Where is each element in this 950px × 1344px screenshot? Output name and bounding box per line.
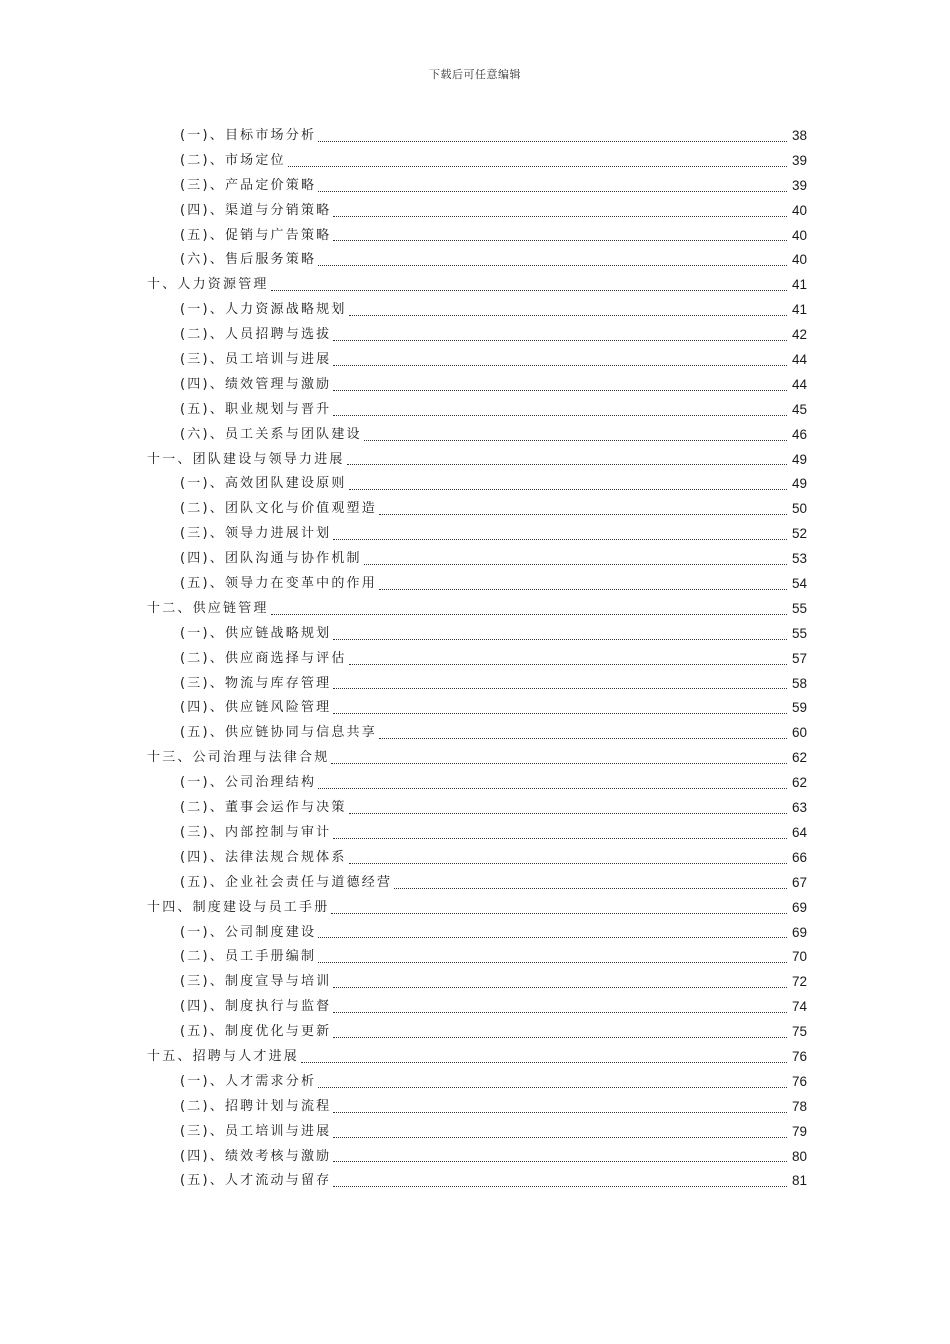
toc-entry-title: (五)、领导力在变革中的作用: [180, 576, 377, 592]
toc-entry-title: (六)、售后服务策略: [180, 252, 317, 268]
toc-chapter-entry[interactable]: [147, 1045, 807, 1070]
toc-dot-leader: [286, 149, 789, 174]
toc-dot-leader: [316, 248, 789, 273]
toc-chapter-entry[interactable]: [147, 896, 807, 921]
toc-section-entry[interactable]: [180, 1070, 807, 1095]
toc-entry-title: (二)、员工手册编制: [180, 949, 317, 965]
toc-dot-leader: [316, 1070, 789, 1095]
toc-dot-leader: [331, 323, 789, 348]
toc-entry-title: (三)、产品定价策略: [180, 177, 317, 193]
toc-section-entry[interactable]: [180, 423, 807, 448]
toc-entry-title: 十五、招聘与人才进展: [147, 1048, 300, 1064]
toc-section-entry[interactable]: [180, 497, 807, 522]
page-header: 下载后可任意编辑: [429, 68, 521, 81]
toc-dot-leader: [347, 472, 789, 497]
toc-entry-title: (五)、人才流动与留存: [180, 1173, 332, 1189]
toc-page-number: 59: [791, 700, 807, 716]
toc-dot-leader: [362, 547, 789, 572]
toc-entry-title: (二)、人员招聘与选拔: [180, 327, 332, 343]
toc-page-number: 38: [791, 128, 807, 143]
toc-entry-title: (四)、绩效管理与激励: [180, 376, 332, 392]
toc-section-entry[interactable]: [180, 1145, 807, 1170]
toc-page-number: 41: [791, 277, 807, 293]
toc-entry-title: (五)、企业社会责任与道德经营: [180, 874, 393, 890]
toc-dot-leader: [316, 771, 789, 796]
toc-entry-title: (四)、制度执行与监督: [180, 999, 332, 1015]
toc-page-number: 64: [791, 824, 807, 840]
toc-entry-title: 十、人力资源管理: [147, 277, 269, 293]
toc-page-number: 45: [791, 401, 807, 417]
toc-dot-leader: [269, 597, 789, 622]
toc-section-entry[interactable]: [180, 995, 807, 1020]
toc-dot-leader: [331, 1169, 789, 1194]
toc-section-entry[interactable]: [180, 1020, 807, 1045]
toc-page-number: 80: [791, 1148, 807, 1164]
toc-page-number: 39: [791, 152, 807, 168]
toc-page-number: 72: [791, 974, 807, 990]
toc-entry-title: (三)、制度宣导与培训: [180, 974, 332, 990]
toc-dot-leader: [331, 224, 789, 249]
toc-section-entry[interactable]: [180, 124, 807, 149]
toc-entry-title: (五)、促销与广告策略: [180, 227, 332, 243]
toc-dot-leader: [377, 721, 789, 746]
toc-dot-leader: [329, 896, 789, 921]
toc-section-entry[interactable]: [180, 1120, 807, 1145]
toc-section-entry[interactable]: [180, 199, 807, 224]
toc-entry-title: (五)、供应链协同与信息共享: [180, 725, 377, 741]
toc-section-entry[interactable]: [180, 921, 807, 946]
toc-dot-leader: [362, 423, 789, 448]
toc-page-number: 40: [791, 252, 807, 268]
toc-section-entry[interactable]: [180, 472, 807, 497]
toc-chapter-entry[interactable]: [147, 597, 807, 622]
toc-entry-title: (一)、公司治理结构: [180, 775, 317, 791]
toc-dot-leader: [331, 995, 789, 1020]
toc-dot-leader: [331, 522, 789, 547]
toc-entry-title: (二)、董事会运作与决策: [180, 800, 347, 816]
toc-page-number: 62: [791, 775, 807, 791]
toc-dot-leader: [347, 298, 789, 323]
toc-dot-leader: [331, 672, 789, 697]
toc-page-number: 41: [791, 302, 807, 318]
toc-page-number: 66: [791, 849, 807, 865]
toc-entry-title: (四)、绩效考核与激励: [180, 1148, 332, 1164]
toc-dot-leader: [377, 572, 789, 597]
toc-section-entry[interactable]: [180, 572, 807, 597]
toc-page-number: 75: [791, 1024, 807, 1040]
toc-page-number: 46: [791, 426, 807, 442]
toc-section-entry[interactable]: [180, 696, 807, 721]
toc-page-number: 49: [791, 476, 807, 492]
toc-dot-leader: [299, 1045, 789, 1070]
toc-page-number: 54: [791, 576, 807, 592]
toc-page-number: 76: [791, 1073, 807, 1089]
toc-page-number: 53: [791, 551, 807, 567]
toc-dot-leader: [331, 398, 789, 423]
toc-entry-title: 十四、制度建设与员工手册: [147, 899, 330, 915]
toc-entry-title: (四)、法律法规合规体系: [180, 849, 347, 865]
toc-entry-title: (二)、供应商选择与评估: [180, 650, 347, 666]
toc-dot-leader: [377, 497, 789, 522]
toc-entry-title: (四)、供应链风险管理: [180, 700, 332, 716]
toc-dot-leader: [347, 647, 789, 672]
toc-page-number: 78: [791, 1098, 807, 1114]
toc-dot-leader: [331, 199, 789, 224]
toc-page-number: 69: [791, 924, 807, 940]
toc-section-entry[interactable]: [180, 522, 807, 547]
toc-entry-title: (一)、供应链战略规划: [180, 625, 332, 641]
toc-dot-leader: [331, 970, 789, 995]
toc-section-entry[interactable]: [180, 846, 807, 871]
toc-page-number: 63: [791, 800, 807, 816]
toc-entry-title: 十一、团队建设与领导力进展: [147, 451, 345, 467]
toc-section-entry[interactable]: [180, 721, 807, 746]
toc-dot-leader: [331, 696, 789, 721]
toc-dot-leader: [331, 1020, 789, 1045]
toc-dot-leader: [269, 273, 789, 298]
toc-section-entry[interactable]: [180, 373, 807, 398]
toc-section-entry[interactable]: [180, 771, 807, 796]
toc-dot-leader: [316, 921, 789, 946]
toc-entry-title: (一)、公司制度建设: [180, 924, 317, 940]
toc-dot-leader: [331, 348, 789, 373]
toc-dot-leader: [347, 796, 789, 821]
toc-page-number: 55: [791, 600, 807, 616]
toc-entry-title: (一)、目标市场分析: [180, 128, 317, 143]
toc-section-entry[interactable]: [180, 149, 807, 174]
toc-section-entry[interactable]: [180, 398, 807, 423]
toc-section-entry[interactable]: [180, 1095, 807, 1120]
toc-section-entry[interactable]: [180, 323, 807, 348]
toc-page-number: 55: [791, 625, 807, 641]
toc-dot-leader: [329, 746, 789, 771]
table-of-contents: [0, 124, 950, 1194]
toc-entry-title: (三)、内部控制与审计: [180, 824, 332, 840]
toc-entry-title: (三)、员工培训与进展: [180, 352, 332, 368]
toc-page-number: 40: [791, 202, 807, 218]
toc-entry-title: (一)、人力资源战略规划: [180, 302, 347, 318]
toc-section-entry[interactable]: [180, 298, 807, 323]
toc-page-number: 52: [791, 526, 807, 542]
toc-page-number: 67: [791, 874, 807, 890]
toc-entry-title: 十二、供应链管理: [147, 600, 269, 616]
toc-entry-title: (二)、团队文化与价值观塑造: [180, 501, 377, 517]
toc-dot-leader: [331, 1145, 789, 1170]
toc-section-entry[interactable]: [180, 224, 807, 249]
toc-entry-title: (一)、高效团队建设原则: [180, 476, 347, 492]
toc-page-number: 62: [791, 750, 807, 766]
toc-section-entry[interactable]: [180, 871, 807, 896]
toc-page-number: 58: [791, 675, 807, 691]
toc-page-number: 69: [791, 899, 807, 915]
toc-entry-title: (三)、领导力进展计划: [180, 526, 332, 542]
toc-page-number: 74: [791, 999, 807, 1015]
toc-section-entry[interactable]: [180, 945, 807, 970]
toc-page-number: 76: [791, 1048, 807, 1064]
toc-dot-leader: [331, 622, 789, 647]
toc-dot-leader: [331, 373, 789, 398]
toc-page-number: 42: [791, 327, 807, 343]
toc-page-number: 60: [791, 725, 807, 741]
toc-chapter-entry[interactable]: [147, 448, 807, 473]
toc-entry-title: (一)、人才需求分析: [180, 1073, 317, 1089]
toc-section-entry[interactable]: [180, 970, 807, 995]
toc-page-number: 40: [791, 227, 807, 243]
toc-chapter-entry[interactable]: [147, 273, 807, 298]
toc-section-entry[interactable]: [180, 796, 807, 821]
toc-page-number: 70: [791, 949, 807, 965]
toc-page-number: 57: [791, 650, 807, 666]
toc-entry-title: (三)、员工培训与进展: [180, 1123, 332, 1139]
toc-page-number: 44: [791, 376, 807, 392]
toc-entry-title: (三)、物流与库存管理: [180, 675, 332, 691]
toc-page-number: 81: [791, 1173, 807, 1189]
toc-dot-leader: [316, 124, 789, 149]
toc-dot-leader: [331, 821, 789, 846]
toc-entry-title: (四)、渠道与分销策略: [180, 202, 332, 218]
toc-entry-title: 十三、公司治理与法律合规: [147, 750, 330, 766]
toc-entry-title: (四)、团队沟通与协作机制: [180, 551, 362, 567]
toc-section-entry[interactable]: [180, 647, 807, 672]
toc-section-entry[interactable]: [180, 348, 807, 373]
toc-dot-leader: [347, 846, 789, 871]
toc-section-entry[interactable]: [180, 821, 807, 846]
toc-section-entry[interactable]: [180, 248, 807, 273]
toc-entry-title: (五)、职业规划与晋升: [180, 401, 332, 417]
toc-section-entry[interactable]: [180, 672, 807, 697]
toc-entry-title: (五)、制度优化与更新: [180, 1024, 332, 1040]
toc-entry-title: (二)、市场定位: [180, 152, 286, 168]
toc-dot-leader: [316, 174, 789, 199]
toc-dot-leader: [331, 1120, 789, 1145]
toc-page-number: 49: [791, 451, 807, 467]
toc-page-number: 79: [791, 1123, 807, 1139]
toc-entry-title: (二)、招聘计划与流程: [180, 1098, 332, 1114]
toc-section-entry[interactable]: [180, 547, 807, 572]
toc-page-number: 39: [791, 177, 807, 193]
toc-chapter-entry[interactable]: [147, 746, 807, 771]
toc-section-entry[interactable]: [180, 622, 807, 647]
toc-entry-title: (六)、员工关系与团队建设: [180, 426, 362, 442]
toc-page-number: 50: [791, 501, 807, 517]
toc-dot-leader: [392, 871, 789, 896]
toc-dot-leader: [345, 448, 789, 473]
toc-page-number: 44: [791, 352, 807, 368]
toc-dot-leader: [331, 1095, 789, 1120]
toc-dot-leader: [316, 945, 789, 970]
toc-section-entry[interactable]: [180, 1169, 807, 1194]
toc-section-entry[interactable]: [180, 174, 807, 199]
